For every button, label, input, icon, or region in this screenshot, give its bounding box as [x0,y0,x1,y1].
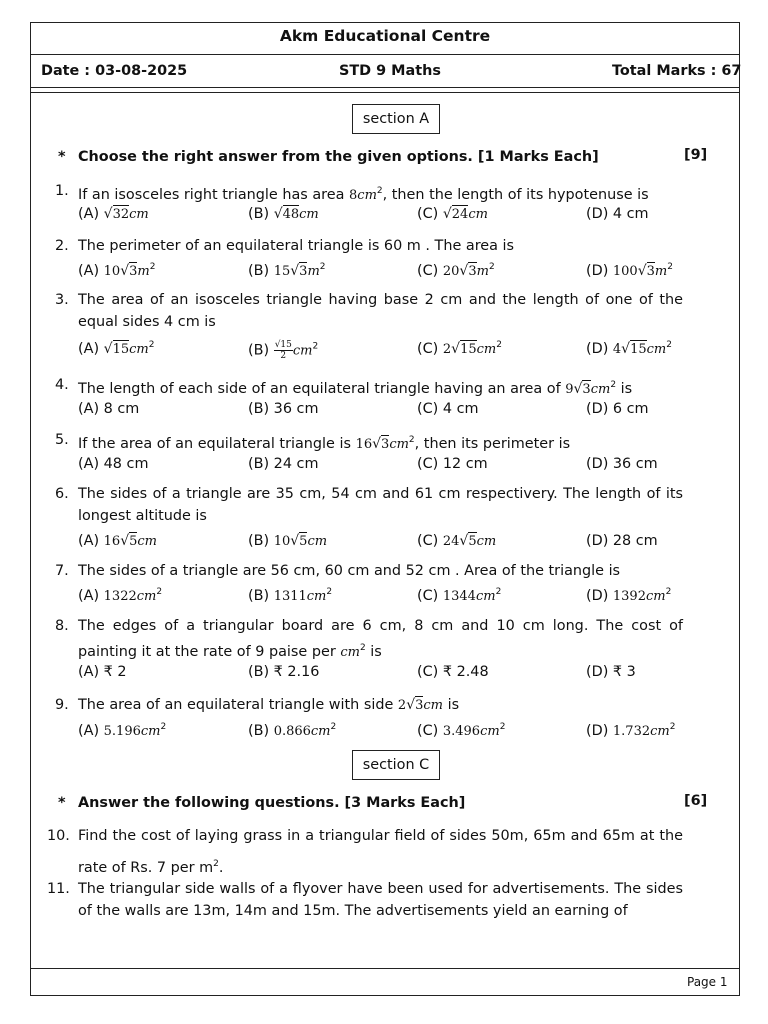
option-c[interactable]: (C) 24√5cm [417,533,497,549]
question-text: The length of each side of an equilateral triangle having an area of $9√3cm^2$ is [78,380,633,397]
option-c[interactable]: (C) $2√15cm^2$ [417,340,502,357]
option-a[interactable]: (A) $10√3m^2$ [78,262,156,279]
option-b[interactable]: (B) √48cm [248,206,319,222]
option-a[interactable]: (A) 16√5cm [78,533,158,549]
question-number: 4. [55,377,69,393]
question-number: 6. [55,486,69,502]
question-text: If the area of an equilateral triangle is $16√3cm^2$, then its perimeter is [78,435,571,452]
option-c[interactable]: (C) 4 cm [417,401,479,417]
question-text: The edges of a triangular board are 6 cm, 8 cm and 10 cm long. The cost of painting it at the rate of 9 paise per $cm^2$ is [78,618,683,660]
question-number: 8. [55,618,69,634]
option-c[interactable]: (C) 12 cm [417,456,488,472]
option-a[interactable]: (A) $√15cm^2$ [78,340,155,357]
option-d[interactable]: (D) 6 cm [586,401,649,417]
option-d[interactable]: (D) $100√3m^2$ [586,262,673,279]
bullet-star-icon: * [58,795,66,811]
section-c-marks: [6] [684,793,708,809]
option-d[interactable]: (D) 36 cm [586,456,658,472]
section-c-instruction [58,795,465,811]
option-a[interactable]: (A) $5.196cm^2$ [78,722,167,739]
option-c[interactable]: (C) $20√3m^2$ [417,262,495,279]
option-d[interactable]: (D) 28 cm [586,533,658,549]
option-b[interactable]: (B) $\frac{√15}{2}$ $cm^2$ [248,340,319,361]
section-c-title: section C [352,750,440,780]
total-marks: Total Marks : 67 [612,63,742,79]
option-b[interactable]: (B) 24 cm [248,456,319,472]
option-d[interactable]: (D) 4 cm [586,206,649,222]
question-number: 11. [47,881,70,897]
section-a-instruction [58,149,599,165]
option-b[interactable]: (B) 10√5cm [248,533,328,549]
header-divider [30,54,740,55]
question-text: The perimeter of an equilateral triangle is 60 m . The area is [78,238,515,254]
instruction-text: Choose the right answer from the given options. [1 Marks Each] [78,149,599,165]
option-c[interactable]: (C) √24cm [417,206,488,222]
instruction-text: Answer the following questions. [3 Marks Each] [78,795,466,811]
question-number: 7. [55,563,69,579]
page-number: Page 1 [687,975,728,989]
header-divider-double-bottom [30,92,740,93]
question-text: The triangular side walls of a flyover have been used for advertisements. The sides of the walls are 13m, 14m and 15m. The advertisements yield an earning of [78,881,683,919]
question-text: Find the cost of laying grass in a triangular field of sides 50m, 65m and 65m at the rate of Rs. 7 per $m^2$. [78,828,683,876]
section-a-title: section A [352,104,440,134]
question-text: If an isosceles right triangle has area $8cm^2$, then the length of its hypotenuse is [78,186,649,203]
option-d[interactable]: (D) $1392cm^2$ [586,587,672,604]
question-number: 1. [55,183,69,199]
option-d[interactable]: (D) $4√15cm^2$ [586,340,672,357]
footer-divider [30,968,740,969]
school-name: Akm Educational Centre [279,27,491,45]
question-text: The sides of a triangle are 35 cm, 54 cm and 61 cm respectivery. The length of its longest altitude is [78,486,683,524]
option-b[interactable]: (B) 36 cm [248,401,319,417]
question-number: 5. [55,432,69,448]
option-a[interactable]: (A) √32cm [78,206,149,222]
option-c[interactable]: (C) ₹ 2.48 [417,664,489,680]
question-text: The sides of a triangle are 56 cm, 60 cm and 52 cm . Area of the triangle is [78,563,621,579]
option-b[interactable]: (B) ₹ 2.16 [248,664,320,680]
option-b[interactable]: (B) $0.866cm^2$ [248,722,337,739]
question-number: 10. [47,828,70,844]
option-a[interactable]: (A) $1322cm^2$ [78,587,163,604]
class-subject: STD 9 Maths [339,63,441,79]
question-number: 2. [55,238,69,254]
option-a[interactable]: (A) 8 cm [78,401,140,417]
header-divider-double-top [30,87,740,88]
option-b[interactable]: (B) $1311cm^2$ [248,587,333,604]
exam-date: Date : 03-08-2025 [41,63,188,79]
question-text: The area of an isosceles triangle having base 2 cm and the length of one of the equal sides 4 cm is [78,292,683,330]
section-a-marks: [9] [684,147,708,163]
question-text: The area of an equilateral triangle with side 2√3cm is [78,697,460,713]
question-number: 3. [55,292,69,308]
question-number: 9. [55,697,69,713]
option-d[interactable]: (D) ₹ 3 [586,664,636,680]
option-c[interactable]: (C) $1344cm^2$ [417,587,502,604]
bullet-star-icon: * [58,149,66,165]
option-a[interactable]: (A) ₹ 2 [78,664,127,680]
option-c[interactable]: (C) $3.496cm^2$ [417,722,506,739]
option-a[interactable]: (A) 48 cm [78,456,149,472]
option-d[interactable]: (D) $1.732cm^2$ [586,722,676,739]
option-b[interactable]: (B) $15√3m^2$ [248,262,326,279]
